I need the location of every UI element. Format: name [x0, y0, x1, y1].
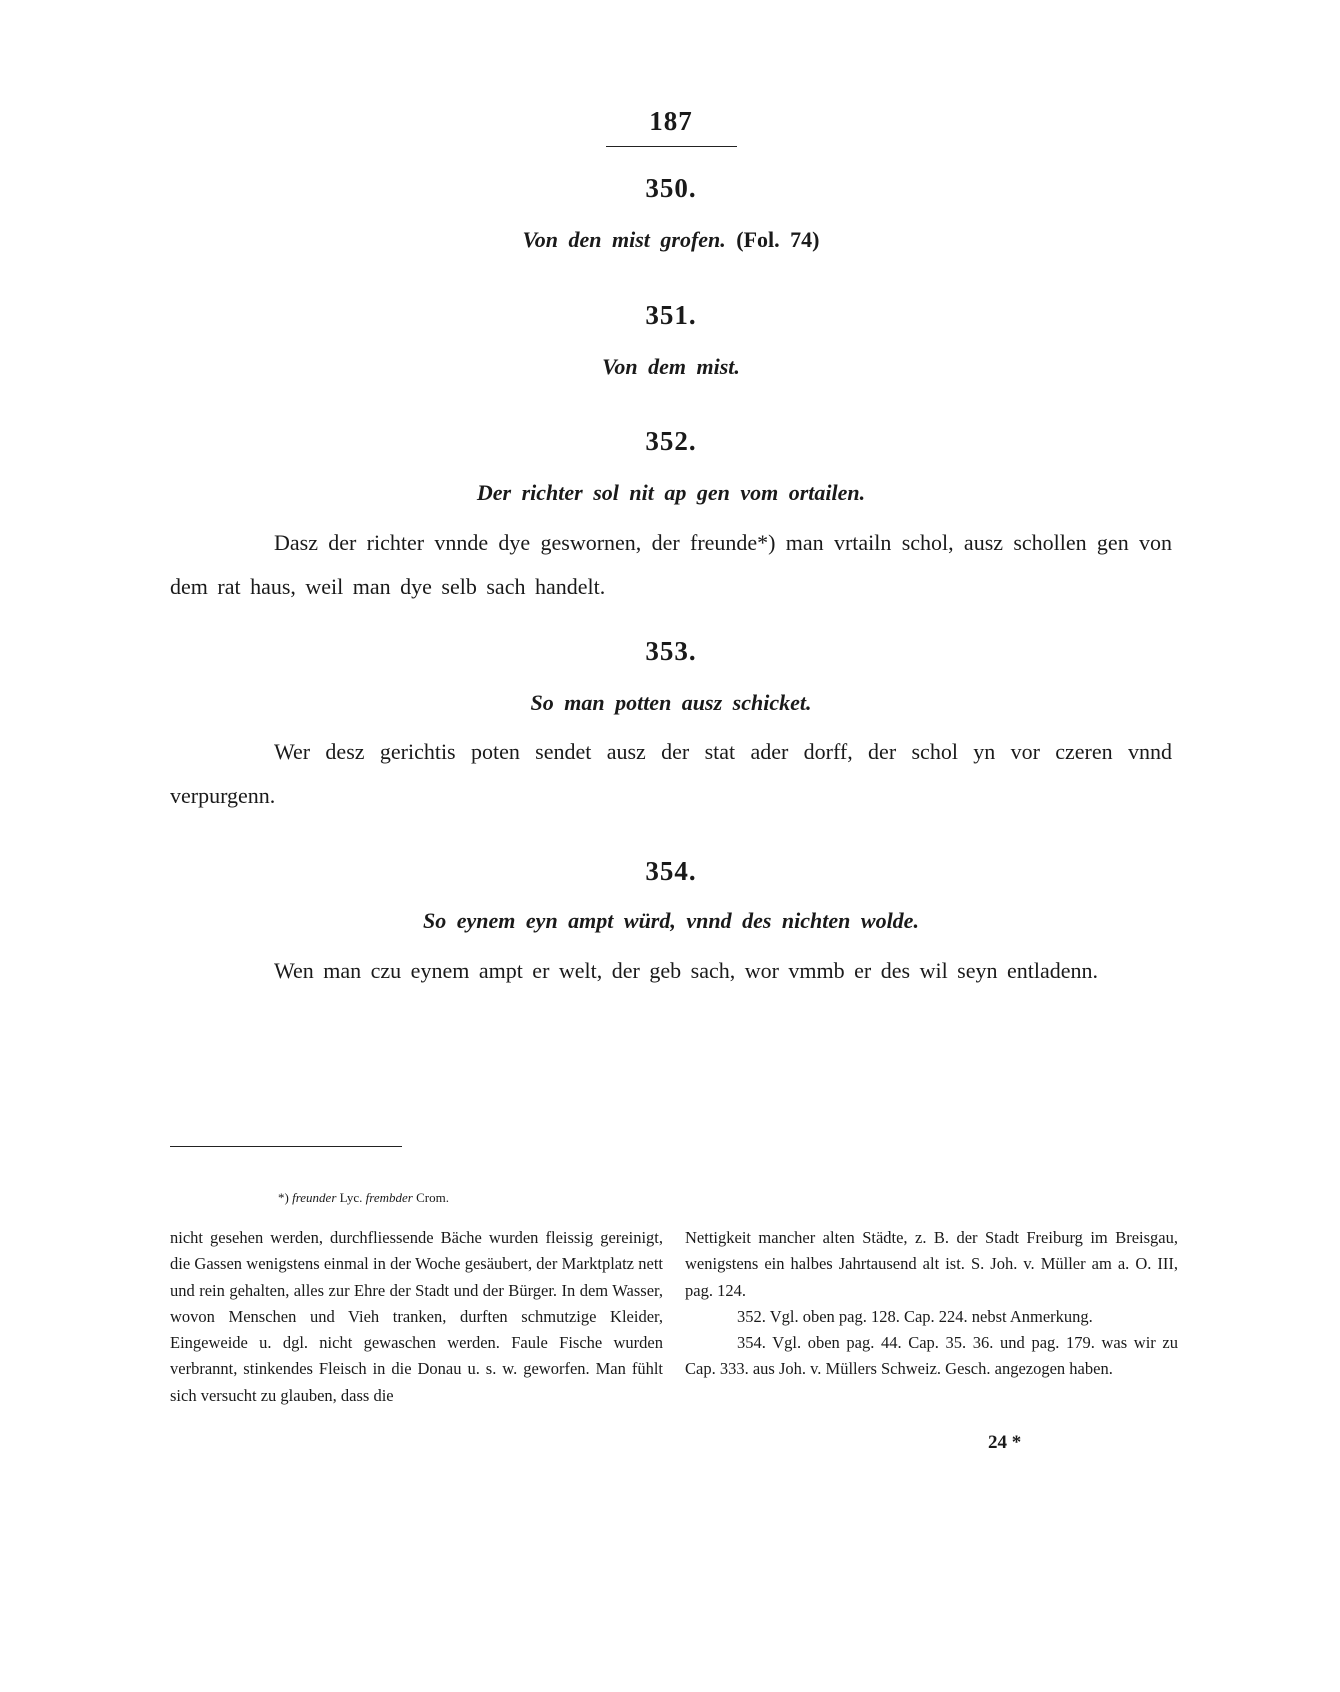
section-body-352: Dasz der richter vnnde dye geswornen, der freunde*) man vrtailn schol, ausz schollen gen von dem rat haus, weil man dye selb sach handelt. — [170, 530, 1172, 599]
header-rule — [606, 146, 737, 147]
commentary-paragraph: nicht gesehen werden, durchfliessende Bäche wurden fleissig gereinigt, die Gassen wenigstens einmal in der Woche gesäubert, der Marktplatz nett und rein gehalten, alles zur Ehre der Stadt und der Bürger. In dem Wasser, wovon Menschen und Vieh tranken, durften schmutzige Kleider, Eingeweide u. dgl. nicht gewaschen werden. Faule Fische wurden verbrannt, stinkendes Fleisch in die Donau u. s. w. geworfen. Man fühlt sich versucht zu glauben, dass die — [170, 1228, 663, 1405]
footnote — [278, 1190, 449, 1206]
section-number-351: 351. — [645, 300, 697, 330]
section-number-352: 352. — [645, 426, 697, 456]
section-title-350-text: Von den mist grofen. — [522, 227, 726, 252]
section-title-350-folio: (Fol. 74) — [736, 227, 820, 252]
section-number-354: 354. — [645, 856, 697, 886]
section-title-353: So man potten ausz schicket. — [530, 690, 812, 715]
commentary-note-352: 352. Vgl. oben pag. 128. Cap. 224. nebst Anmerkung. — [737, 1306, 1093, 1326]
section-number-350: 350. — [645, 173, 697, 203]
section-body-354: Wen man czu eynem ampt er welt, der geb sach, wor vmmb er des wil seyn entladenn. — [274, 958, 1099, 983]
section-title-350 — [170, 227, 1172, 253]
section-title-351: Von dem mist. — [602, 354, 740, 379]
signature-mark: 24 * — [988, 1432, 1022, 1453]
page-number: 187 — [649, 106, 693, 136]
section-body-353: Wer desz gerichtis poten sendet ausz der stat ader dorff, der schol yn vor czeren vnnd verpurgenn. — [170, 739, 1172, 808]
section-number-353: 353. — [645, 636, 697, 666]
commentary-paragraph: Nettigkeit mancher alten Städte, z. B. der Stadt Freiburg im Breisgau, wenigstens ein halbes Jahrtausend alt ist. S. Joh. v. Müller am a. O. III, pag. 124. — [685, 1228, 1178, 1300]
footnote-marker: *) — [278, 1190, 289, 1205]
footnote-source-1: Lyc. — [339, 1190, 363, 1205]
section-title-354: So eynem eyn ampt würd, vnnd des nichten wolde. — [423, 908, 919, 933]
footnote-variant-2: frembder — [365, 1190, 413, 1205]
footnote-variant-1: freunder — [292, 1190, 337, 1205]
footnote-source-2: Crom. — [416, 1190, 449, 1205]
section-title-352: Der richter sol nit ap gen vom ortailen. — [476, 480, 866, 505]
document-page — [170, 0, 1178, 1692]
commentary-right-column — [685, 1225, 1178, 1383]
commentary-note-354: 354. Vgl. oben pag. 44. Cap. 35. 36. und pag. 179. was wir zu Cap. 333. aus Joh. v. Müllers Schweiz. Gesch. angezogen haben. — [685, 1333, 1178, 1379]
commentary-left-column — [170, 1225, 663, 1409]
footnote-rule — [170, 1146, 402, 1147]
